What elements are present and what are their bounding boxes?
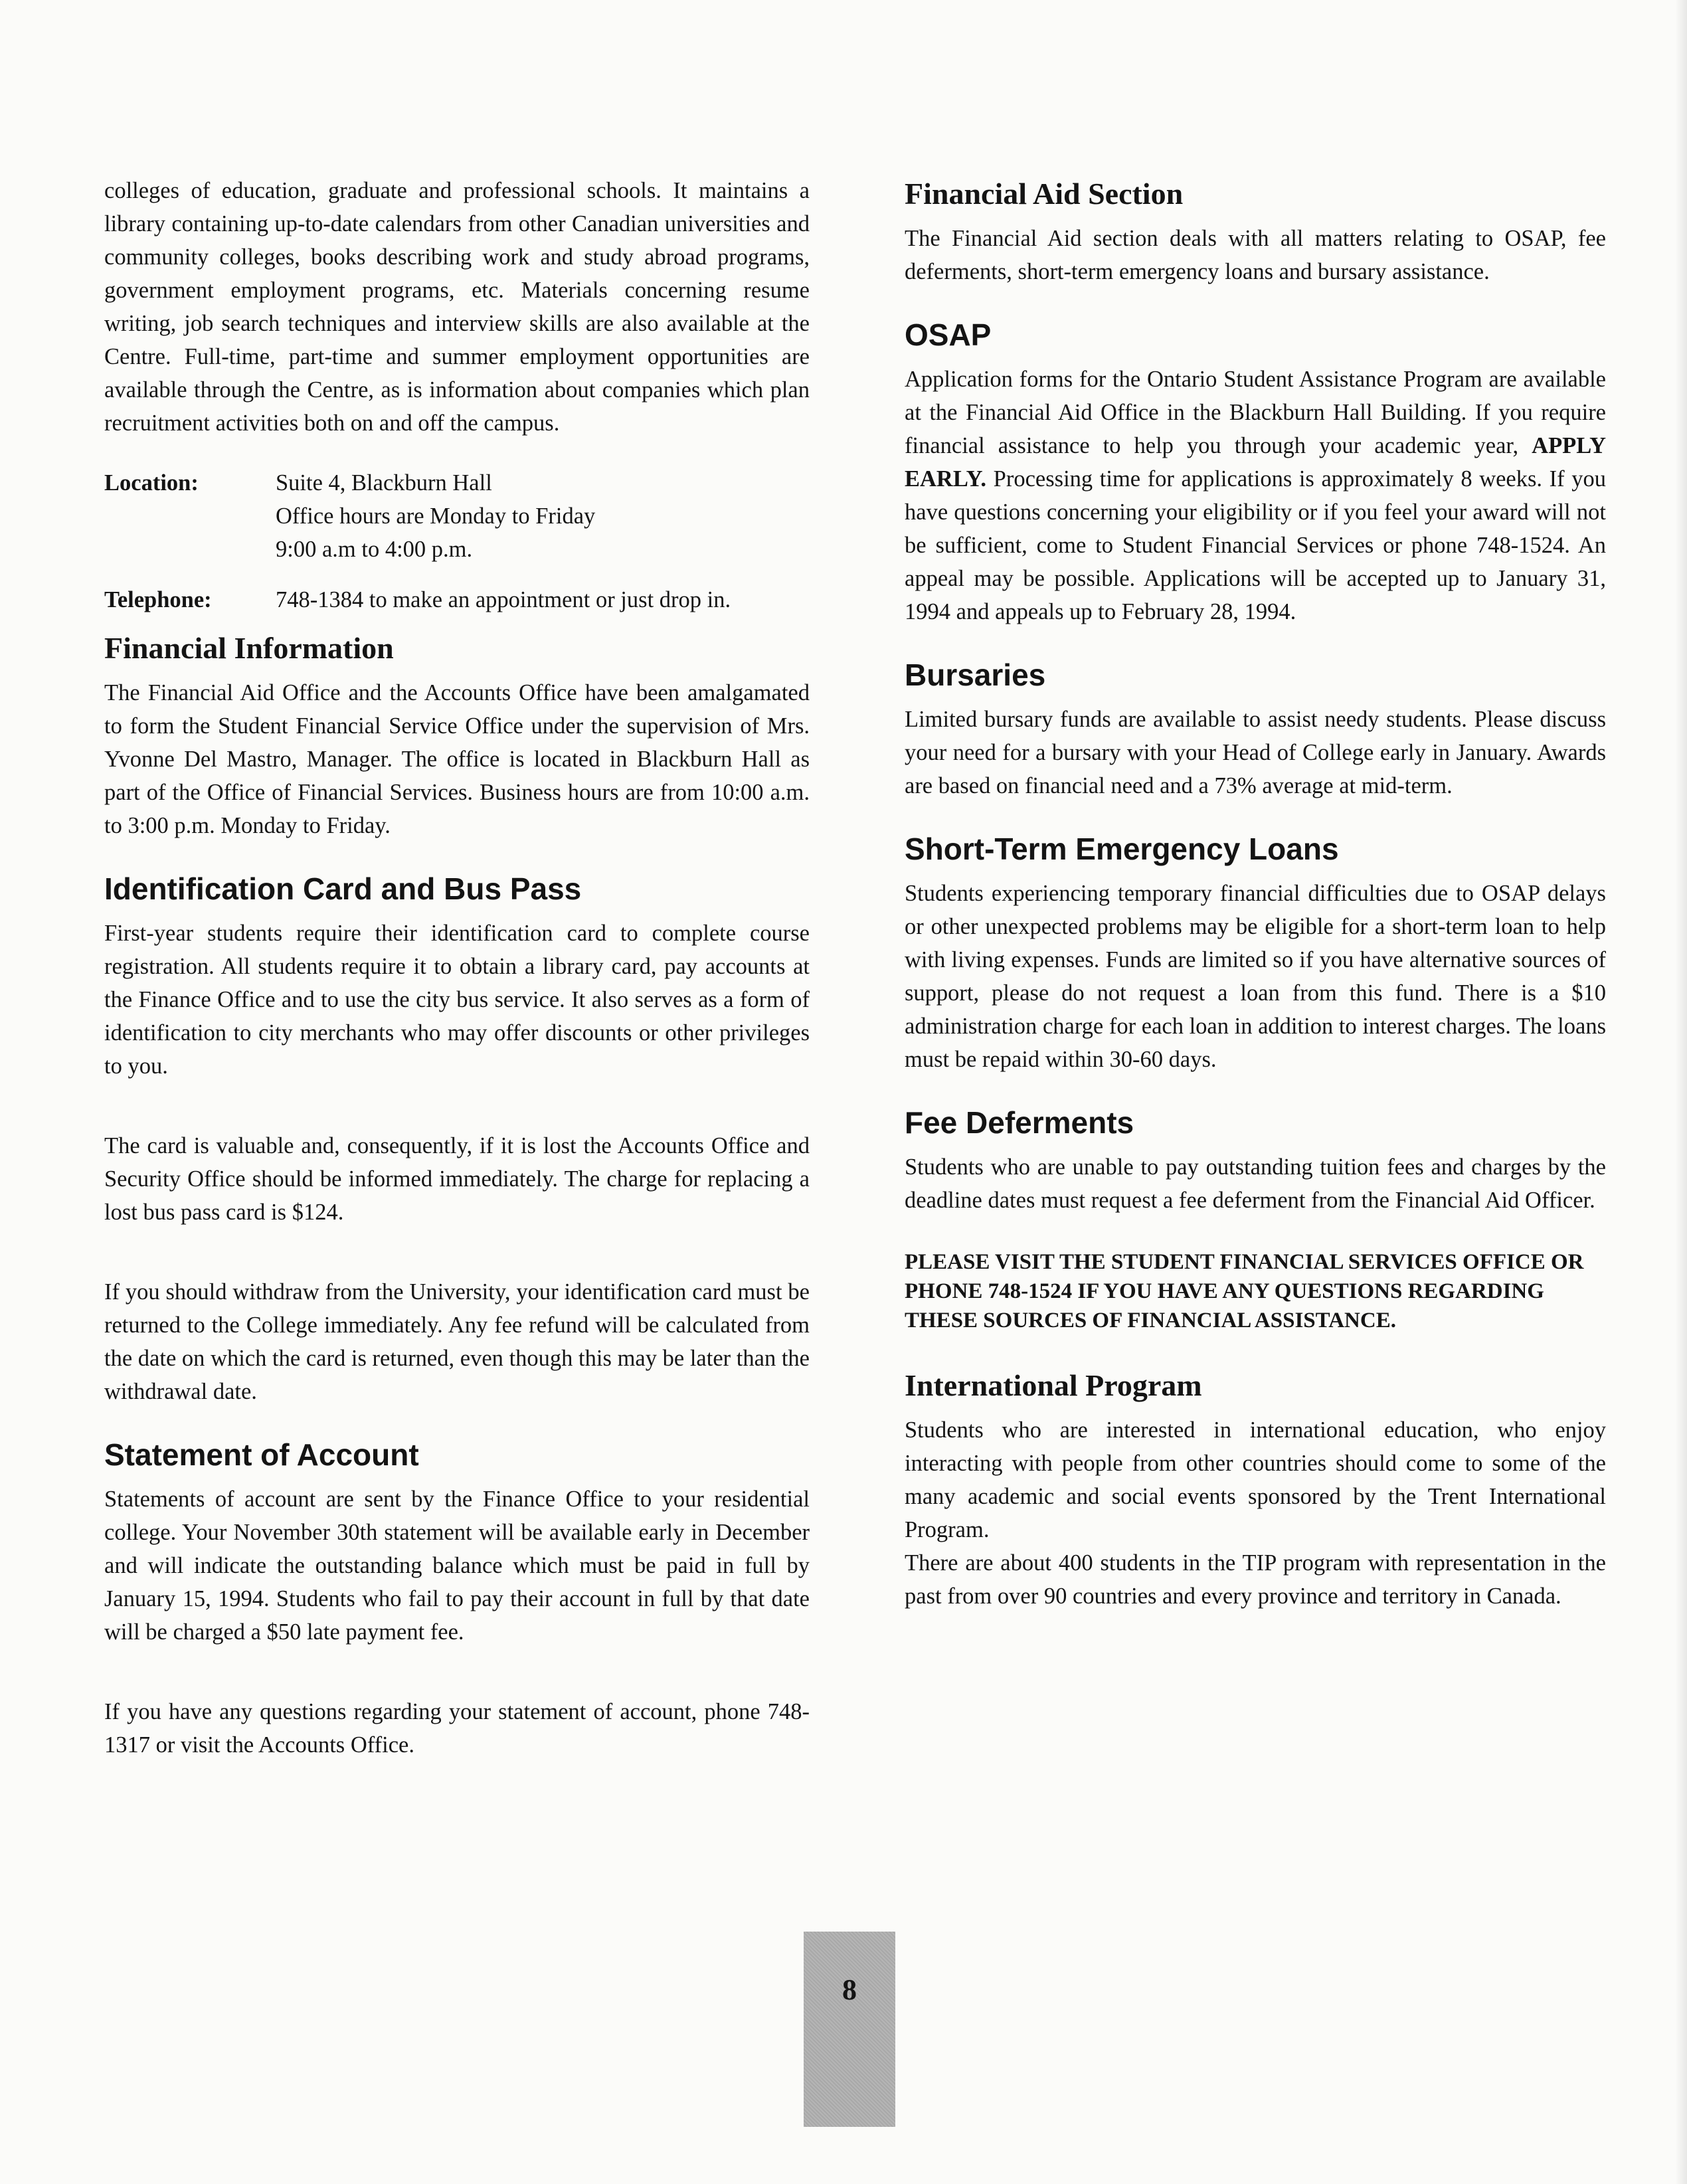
financial-aid-heading: Financial Aid Section (905, 177, 1184, 211)
page-edge-shadow (1675, 0, 1687, 2184)
deferments-text: Students who are unable to pay outstanding tuition fees and charges by the deadline dates must request a fee deferment from the Financial Aid Officer. (905, 1154, 1606, 1213)
deferments-heading: Fee Deferments (905, 1105, 1134, 1140)
left-column (104, 174, 810, 1788)
international-paragraph: Students who are interested in international education, who enjoy interacting with people from other countries should come to some of the many academic and social events sponsored by the Trent International Program. (905, 1417, 1606, 1542)
telephone-block (104, 583, 810, 616)
location-block (104, 466, 810, 566)
osap-text-part: Application forms for the Ontario Student Assistance Program are available at the Financial Aid Office in the Blackburn Hall Building. If you require financial assistance to help you through your academic year, (905, 367, 1606, 458)
page-number: 8 (842, 1973, 857, 2006)
bursaries-text: Limited bursary funds are available to assist needy students. Please discuss your need for a bursary with your Head of College early in January. Awards are based on financial need and a 73% average at mid-term. (905, 707, 1606, 798)
telephone-label: Telephone: (104, 587, 212, 612)
location-line: Office hours are Monday to Friday (276, 503, 596, 529)
international-paragraph: There are about 400 students in the TIP program with representation in the past from over 90 countries and every province and territory in Canada. (905, 1550, 1606, 1609)
financial-information-text: The Financial Aid Office and the Accounts Office have been amalgamated to form the Student Financial Service Office under the supervision of Mrs. Yvonne Del Mastro, Manager. The office is located in Blackburn Hall as part of the Office of Financial Services. Business hours are from 10:00 a.m. to 3:00 p.m. Monday to Friday. (104, 680, 810, 838)
bursaries-heading: Bursaries (905, 658, 1046, 692)
intro-paragraph: colleges of education, graduate and professional schools. It maintains a library containing up-to-date calendars from other Canadian universities and community colleges, books describing work and study abroad programs, government employment programs, etc. Materials concerning resume writing, job search techniques and interview skills are also available at the Centre. Full-time, part-time and summer employment opportunities are available through the Centre, as is information about companies which plan recruitment activities both on and off the campus. (104, 178, 810, 436)
financial-aid-text: The Financial Aid section deals with all matters relating to OSAP, fee deferments, short-term emergency loans and bursary assistance. (905, 226, 1606, 284)
location-label: Location: (104, 470, 199, 496)
osap-text-part: Processing time for applications is approximately 8 weeks. If you have questions concerning your eligibility or if you feel your award will not be sufficient, come to Student Financial Services or phone 748-1524. An appeal may be possible. Applications will be accepted up to January 31, 1994 and appeals up to February 28, 1994. (905, 466, 1606, 624)
statement-paragraph: If you have any questions regarding your statement of account, phone 748-1317 or visit the Accounts Office. (104, 1699, 810, 1758)
id-card-paragraph: The card is valuable and, consequently, if it is lost the Accounts Office and Security Office should be informed immediately. The charge for replacing a lost bus pass card is $124. (104, 1133, 810, 1225)
apply-early-emphasis: APPLY EARLY. (905, 433, 1606, 492)
right-column (905, 174, 1606, 1639)
loans-heading: Short-Term Emergency Loans (905, 832, 1339, 866)
id-card-paragraph: First-year students require their identification card to complete course registration. All students require it to obtain a library card, pay accounts at the Finance Office and to use the city bus service. It also serves as a form of identification to city merchants who may offer discounts or other privileges to you. (104, 921, 810, 1079)
osap-heading: OSAP (905, 318, 992, 352)
loans-text: Students experiencing temporary financial difficulties due to OSAP delays or other unexpected problems may be eligible for a short-term loan to help with living expenses. Funds are limited so if you have alternative sources of support, please do not request a loan from this fund. There is a $10 administration charge for each loan in addition to interest charges. The loans must be repaid within 30-60 days. (905, 881, 1606, 1072)
financial-services-notice: PLEASE VISIT THE STUDENT FINANCIAL SERVICES OFFICE OR PHONE 748-1524 IF YOU HAVE ANY QUESTIONS REGARDING THESE SOURCES OF FINANCIAL ASSISTANCE. (905, 1250, 1584, 1332)
international-heading: International Program (905, 1368, 1202, 1402)
osap-text (905, 363, 1606, 628)
location-line: 9:00 a.m to 4:00 p.m. (276, 537, 473, 562)
statement-heading: Statement of Account (104, 1437, 419, 1472)
statement-paragraph: Statements of account are sent by the Finance Office to your residential college. Your November 30th statement will be available early in December and will indicate the outstanding balance which must be paid in full by January 15, 1994. Students who fail to pay their account in full by that date will be charged a $50 late payment fee. (104, 1487, 810, 1645)
telephone-value: 748-1384 to make an appointment or just drop in. (276, 587, 731, 612)
location-line: Suite 4, Blackburn Hall (276, 470, 492, 496)
financial-information-heading: Financial Information (104, 631, 394, 665)
page-number-tab (804, 1932, 895, 2127)
id-card-paragraph: If you should withdraw from the University, your identification card must be returned to the College immediately. Any fee refund will be calculated from the date on which the card is returned, even though this may be later than the withdrawal date. (104, 1279, 810, 1404)
id-card-heading: Identification Card and Bus Pass (104, 871, 582, 906)
